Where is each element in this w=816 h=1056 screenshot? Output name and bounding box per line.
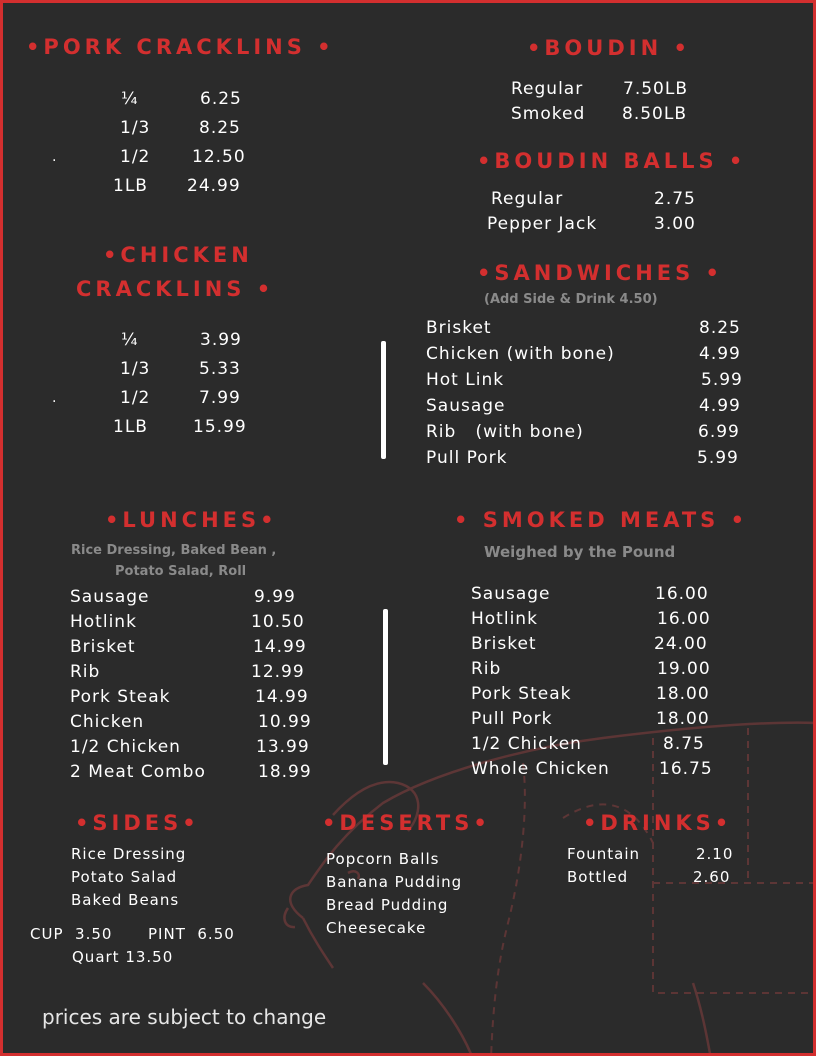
side-item: Potato Salad (71, 868, 178, 886)
divider-bar (381, 341, 386, 459)
deserts-title: •DESERTS• (322, 811, 491, 835)
lunch-item-name: Pork Steak (70, 687, 171, 707)
boudin-balls-item-name: Pepper Jack (487, 214, 598, 234)
chicken-cracklins-size: 1/2 (120, 388, 151, 408)
drink-item-name: Bottled (567, 868, 629, 886)
side-cup-price: CUP 3.50 (30, 925, 113, 943)
chicken-cracklins-size: 1/3 (120, 359, 151, 379)
pork-cracklins-price: 12.50 (192, 147, 246, 167)
pork-cracklins-title: •PORK CRACKLINS • (26, 35, 335, 59)
divider-bar (383, 609, 388, 765)
smoked-meat-price: 16.00 (655, 584, 709, 604)
lunches-note-line1: Rice Dressing, Baked Bean , (71, 543, 277, 558)
sandwiches-note: (Add Side & Drink 4.50) (484, 292, 658, 307)
lunch-item-price: 14.99 (255, 687, 309, 707)
boudin-item-price: 8.50LB (622, 104, 687, 124)
side-pint-price: PINT 6.50 (148, 925, 235, 943)
desert-item: Popcorn Balls (326, 850, 440, 868)
desert-item: Banana Pudding (326, 873, 463, 891)
drink-item-name: Fountain (567, 845, 641, 863)
lunch-item-price: 13.99 (256, 737, 310, 757)
smoked-meat-price: 8.75 (663, 734, 705, 754)
drinks-title: •DRINKS• (583, 811, 733, 835)
sandwich-item-price: 5.99 (697, 448, 739, 468)
chicken-cracklins-size: 1LB (113, 417, 148, 437)
lunch-item-name: 2 Meat Combo (70, 762, 206, 782)
smoked-meat-price: 16.75 (659, 759, 713, 779)
sandwich-item-name: Rib (with bone) (426, 422, 584, 442)
chicken-cracklins-price: 7.99 (199, 388, 241, 408)
lunch-item-name: 1/2 Chicken (70, 737, 181, 757)
lunches-note-line2: Potato Salad, Roll (115, 564, 247, 579)
sandwich-item-name: Sausage (426, 396, 506, 416)
pork-cracklins-size: 1/3 (120, 118, 151, 138)
chicken-cracklins-price: 5.33 (199, 359, 241, 379)
side-item: Rice Dressing (71, 845, 187, 863)
pork-cracklins-price: 8.25 (199, 118, 241, 138)
smoked-meat-price: 24.00 (654, 634, 708, 654)
smoked-meats-note: Weighed by the Pound (484, 543, 676, 561)
drink-item-price: 2.60 (693, 868, 731, 886)
stray-dot: . (52, 390, 57, 406)
boudin-item-name: Smoked (511, 104, 586, 124)
lunch-item-name: Sausage (70, 587, 150, 607)
sandwich-item-name: Pull Pork (426, 448, 508, 468)
sandwich-item-price: 6.99 (698, 422, 740, 442)
lunch-item-price: 10.99 (258, 712, 312, 732)
lunch-item-name: Brisket (70, 637, 136, 657)
sandwiches-title: •SANDWICHES • (477, 261, 723, 285)
chicken-cracklins-price: 3.99 (200, 330, 242, 350)
smoked-meat-name: Pork Steak (471, 684, 572, 704)
pork-cracklins-price: 6.25 (200, 89, 242, 109)
desert-item: Bread Pudding (326, 896, 449, 914)
lunch-item-price: 18.99 (258, 762, 312, 782)
lunch-item-name: Rib (70, 662, 101, 682)
drink-item-price: 2.10 (696, 845, 734, 863)
side-quart-price: Quart 13.50 (72, 948, 174, 966)
chicken-cracklins-title-line2: CRACKLINS • (76, 277, 275, 301)
boudin-item-price: 7.50LB (623, 79, 688, 99)
smoked-meat-price: 18.00 (656, 709, 710, 729)
boudin-balls-title: •BOUDIN BALLS • (477, 149, 747, 173)
lunch-item-name: Chicken (70, 712, 145, 732)
sandwich-item-name: Chicken (with bone) (426, 344, 615, 364)
smoked-meat-name: Rib (471, 659, 502, 679)
smoked-meat-name: Sausage (471, 584, 551, 604)
smoked-meat-price: 19.00 (657, 659, 711, 679)
smoked-meat-price: 18.00 (656, 684, 710, 704)
sandwich-item-price: 4.99 (699, 344, 741, 364)
desert-item: Cheesecake (326, 919, 427, 937)
smoked-meat-name: Brisket (471, 634, 537, 654)
lunch-item-price: 14.99 (253, 637, 307, 657)
chicken-cracklins-price: 15.99 (193, 417, 247, 437)
sides-title: •SIDES• (75, 811, 200, 835)
smoked-meat-price: 16.00 (657, 609, 711, 629)
smoked-meat-name: 1/2 Chicken (471, 734, 582, 754)
lunch-item-price: 10.50 (251, 612, 305, 632)
boudin-title: •BOUDIN • (527, 36, 691, 60)
lunch-item-price: 9.99 (254, 587, 296, 607)
pork-cracklins-size: 1LB (113, 176, 148, 196)
smoked-meats-title: • SMOKED MEATS • (454, 508, 749, 532)
chicken-cracklins-size: ¼ (121, 330, 139, 350)
smoked-meat-name: Hotlink (471, 609, 538, 629)
pork-cracklins-size: 1/2 (120, 147, 151, 167)
lunches-title: •LUNCHES• (105, 508, 278, 532)
sandwich-item-price: 5.99 (701, 370, 743, 390)
smoked-meat-name: Whole Chicken (471, 759, 610, 779)
boudin-item-name: Regular (511, 79, 584, 99)
side-item: Baked Beans (71, 891, 180, 909)
lunch-item-price: 12.99 (251, 662, 305, 682)
sandwich-item-name: Brisket (426, 318, 492, 338)
boudin-balls-item-price: 3.00 (654, 214, 696, 234)
chicken-cracklins-title-line1: •CHICKEN (103, 243, 253, 267)
sandwich-item-price: 8.25 (699, 318, 741, 338)
boudin-balls-item-price: 2.75 (654, 189, 696, 209)
lunch-item-name: Hotlink (70, 612, 137, 632)
sandwich-item-price: 4.99 (699, 396, 741, 416)
pork-cracklins-price: 24.99 (187, 176, 241, 196)
pork-cracklins-size: ¼ (121, 89, 139, 109)
boudin-balls-item-name: Regular (491, 189, 564, 209)
price-disclaimer: prices are subject to change (42, 1005, 327, 1029)
sandwich-item-name: Hot Link (426, 370, 505, 390)
smoked-meat-name: Pull Pork (471, 709, 553, 729)
stray-dot: . (52, 149, 57, 165)
